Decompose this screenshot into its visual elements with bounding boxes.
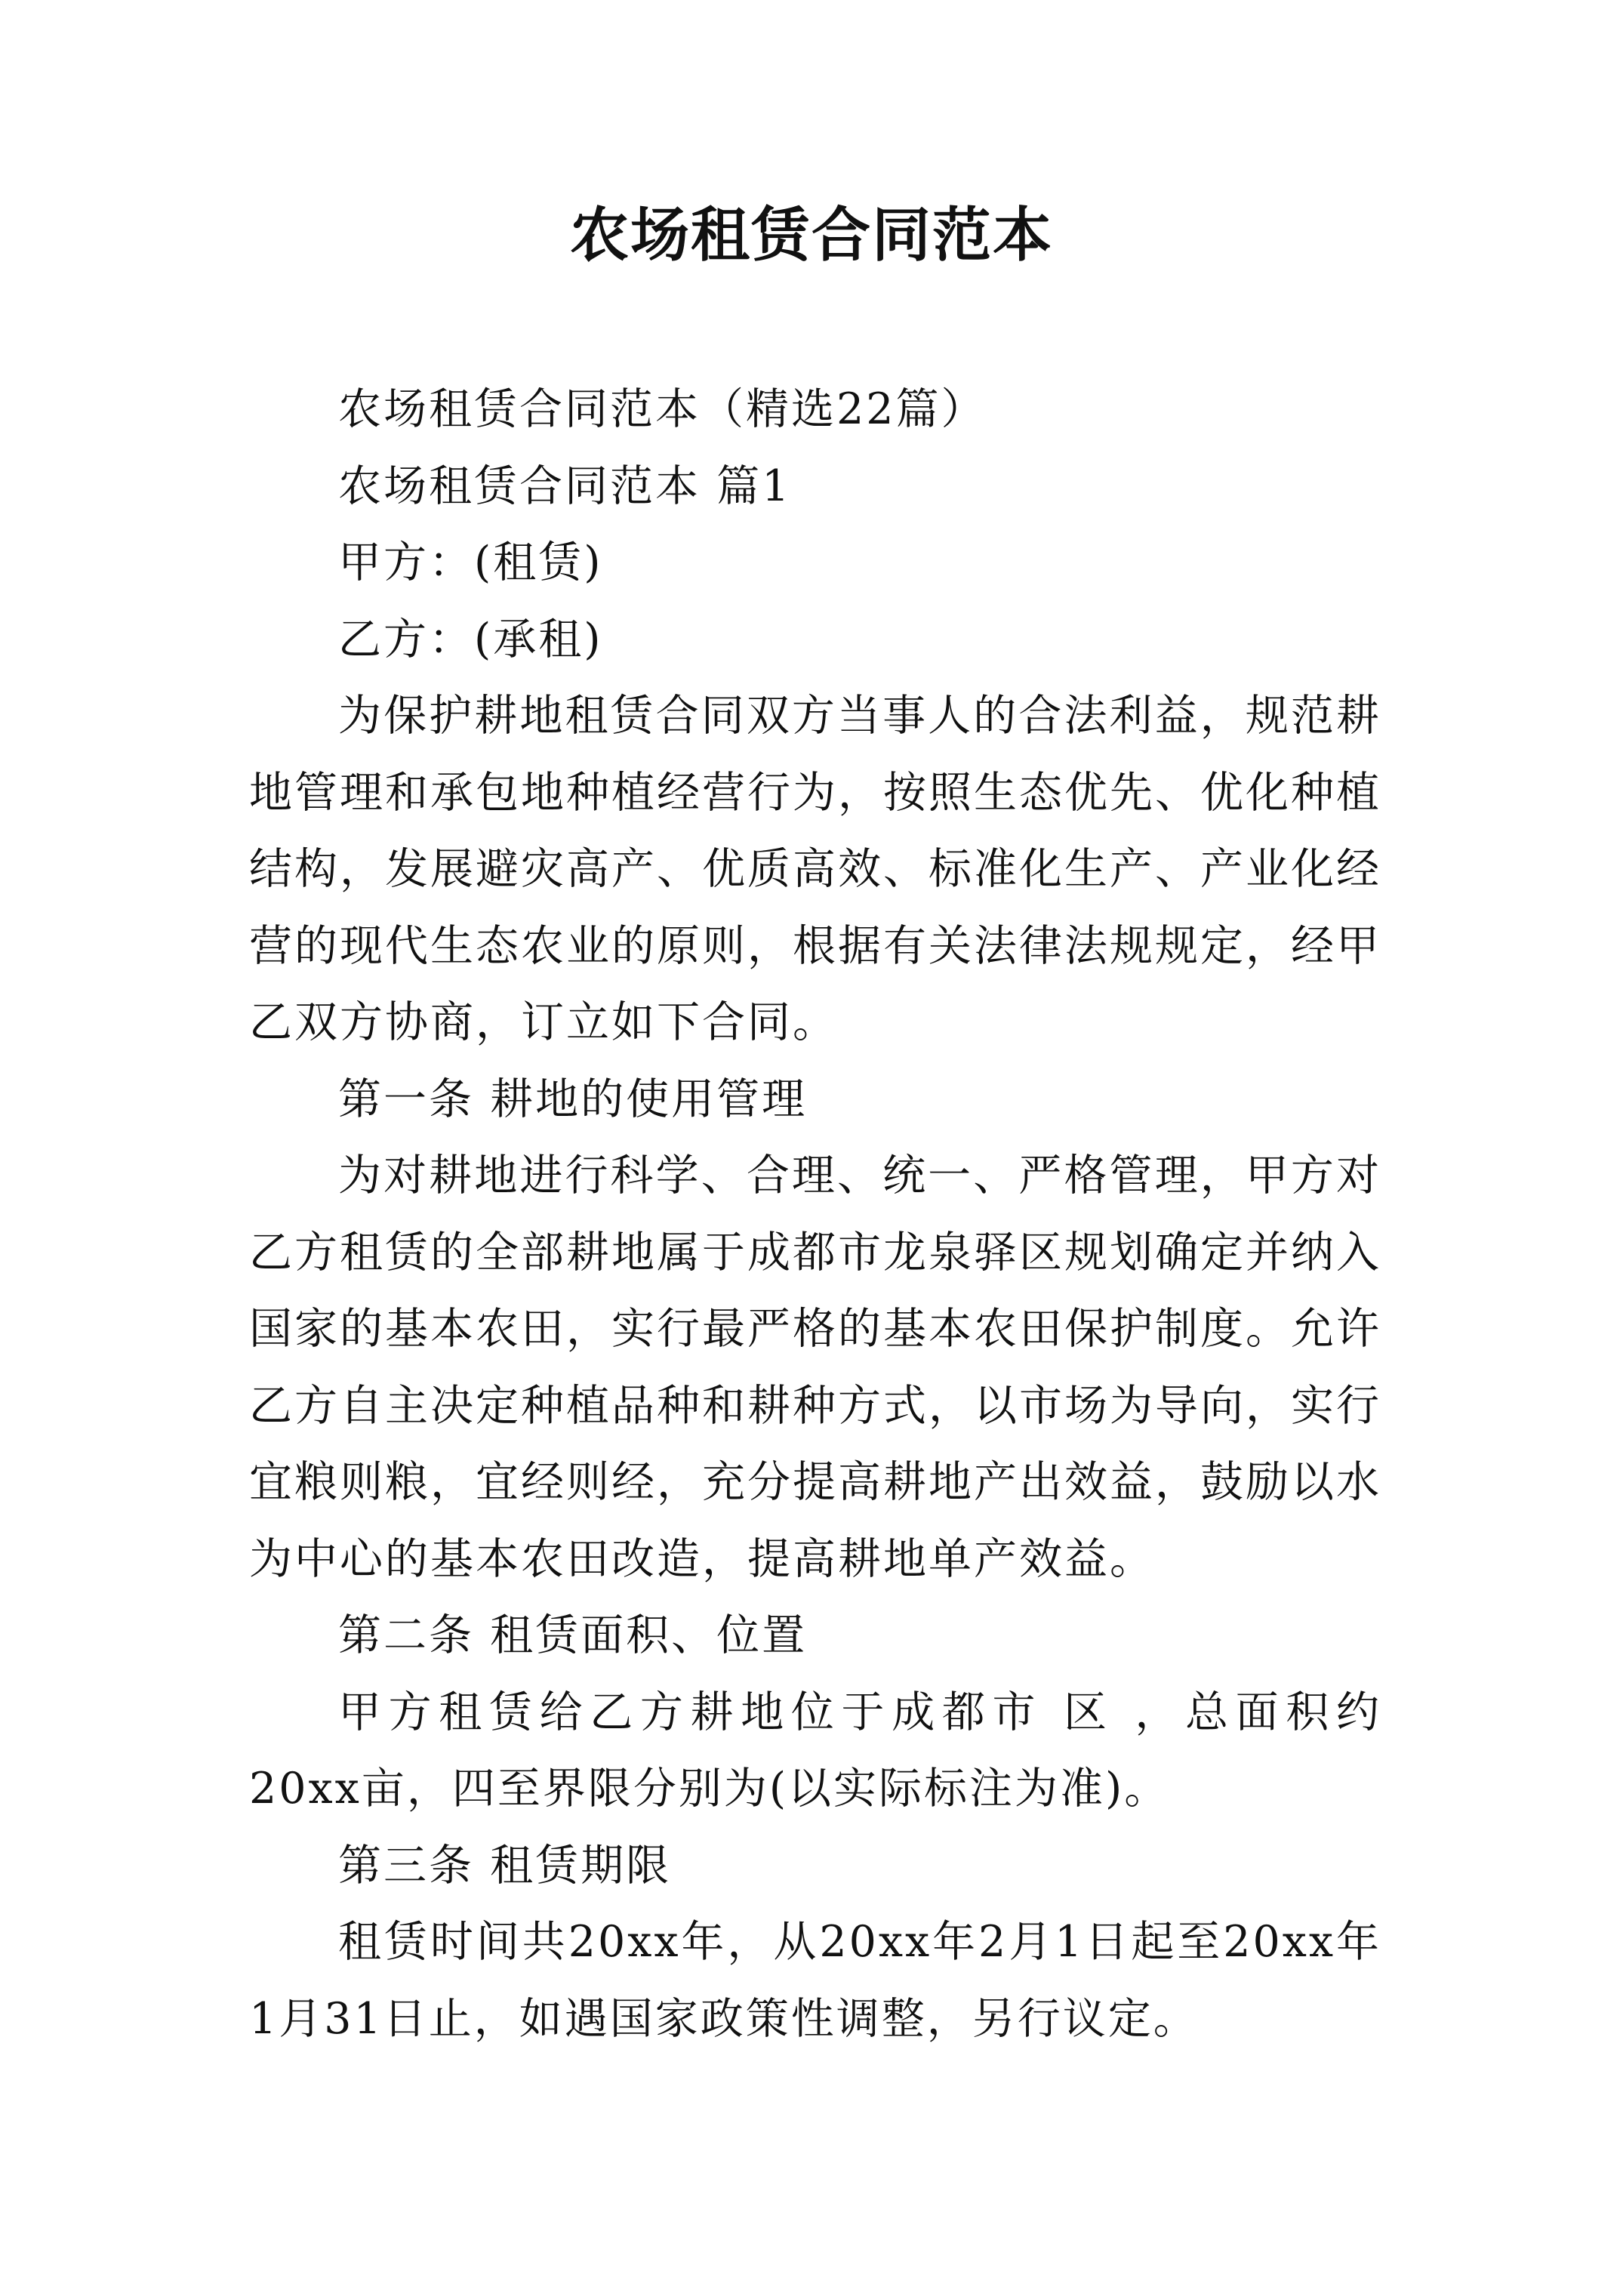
article-3-heading: 第三条 租赁期限: [338, 1840, 672, 1891]
article-2-heading: 第二条 租赁面积、位置: [338, 1610, 808, 1660]
document-body: [249, 371, 1381, 2057]
article-3-body: 租赁时间共20xx年，从20xx年2月1日起至20xx年1月31日止，如遇国家政策性调整，另行议定。: [249, 1917, 1381, 2044]
section-heading: 农场租赁合同范本 篇1: [338, 461, 792, 511]
document-title: 农场租赁合同范本: [569, 201, 1053, 270]
article-1-heading: 第一条 耕地的使用管理: [338, 1074, 808, 1124]
collection-heading: 农场租赁合同范本（精选22篇）: [338, 384, 987, 434]
article-2-body: 甲方租赁给乙方耕地位于成都市 区 ，总面积约20xx亩，四至界限分别为(以实际标注为准)。: [249, 1687, 1381, 1814]
party-a-line: 甲方：(租赁): [338, 538, 603, 587]
preamble-paragraph: 为保护耕地租赁合同双方当事人的合法利益，规范耕地管理和承包地种植经营行为，按照生态优先、优化种植结构，发展避灾高产、优质高效、标准化生产、产业化经营的现代生态农业的原则，根据有关法律法规规定，经甲乙双方协商，订立如下合同。: [249, 691, 1381, 1047]
article-1-body: 为对耕地进行科学、合理、统一、严格管理，甲方对乙方租赁的全部耕地属于成都市龙泉驿区规划确定并纳入国家的基本农田，实行最严格的基本农田保护制度。允许乙方自主决定种植品种和耕种方式，以市场为导向，实行宜粮则粮，宜经则经，充分提高耕地产出效益，鼓励以水为中心的基本农田改造，提高耕地单产效益。: [249, 1151, 1381, 1584]
party-b-line: 乙方：(承租): [338, 614, 603, 664]
